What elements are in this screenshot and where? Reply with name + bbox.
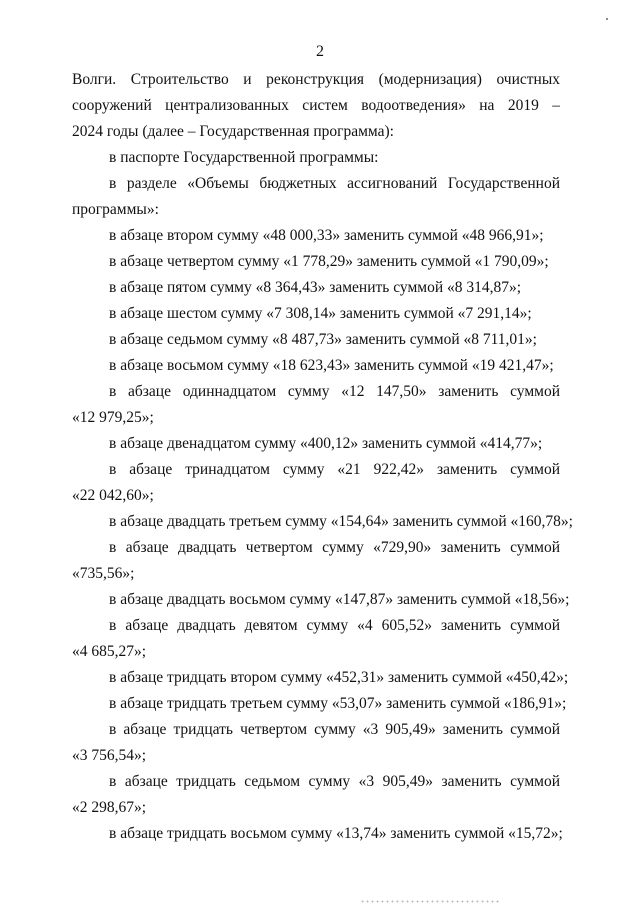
- page-number: 2: [316, 43, 324, 60]
- scan-speck: [606, 18, 608, 20]
- text-line: в абзаце седьмом сумму «8 487,73» заменить суммой «8 711,01»;: [109, 331, 537, 348]
- text-line: в паспорте Государственной программы:: [109, 149, 379, 166]
- text-line: «22 042,60»;: [72, 487, 154, 504]
- text-line: в абзаце шестом сумму «7 308,14» заменить суммой «7 291,14»;: [109, 305, 532, 322]
- text-line: в абзаце тридцать восьмом сумму «13,74» заменить суммой «15,72»;: [109, 825, 563, 842]
- text-line: в абзаце тридцать четвертом сумму «3 905,49» заменить суммой: [109, 721, 560, 738]
- text-line: «12 979,25»;: [72, 409, 154, 426]
- text-line: в абзаце одиннадцатом сумму «12 147,50» заменить суммой: [109, 383, 560, 400]
- text-line: в абзаце четвертом сумму «1 778,29» заменить суммой «1 790,09»;: [109, 253, 549, 270]
- text-line: в абзаце пятом сумму «8 364,43» заменить суммой «8 314,87»;: [109, 279, 522, 296]
- text-line: в абзаце восьмом сумму «18 623,43» заменить суммой «19 421,47»;: [109, 357, 554, 374]
- text-line: в абзаце тридцать седьмом сумму «3 905,49» заменить суммой: [109, 773, 560, 790]
- scan-artifact: [360, 900, 500, 903]
- text-line: Волги. Строительство и реконструкция (модернизация) очистных: [72, 71, 560, 88]
- text-line: «2 298,67»;: [72, 799, 147, 816]
- text-line: в абзаце двадцать девятом сумму «4 605,52» заменить суммой: [109, 617, 560, 634]
- text-line: в абзаце тридцать третьем сумму «53,07» заменить суммой «186,91»;: [109, 695, 567, 712]
- text-line: 2024 годы (далее – Государственная программа):: [72, 123, 394, 140]
- text-line: в абзаце двадцать четвертом сумму «729,90» заменить суммой: [109, 539, 560, 556]
- text-line: «4 685,27»;: [72, 643, 147, 660]
- text-line: в абзаце двадцать восьмом сумму «147,87» заменить суммой «18,56»;: [109, 591, 570, 608]
- text-line: в разделе «Объемы бюджетных ассигнований Государственной: [109, 175, 560, 192]
- text-line: в абзаце двенадцатом сумму «400,12» заменить суммой «414,77»;: [109, 435, 543, 452]
- text-line: в абзаце двадцать третьем сумму «154,64» заменить суммой «160,78»;: [109, 513, 573, 530]
- text-line: в абзаце тридцать втором сумму «452,31» заменить суммой «450,42»;: [109, 669, 569, 686]
- text-line: «3 756,54»;: [72, 747, 147, 764]
- text-line: в абзаце втором сумму «48 000,33» заменить суммой «48 966,91»;: [109, 227, 544, 244]
- text-line: в абзаце тринадцатом сумму «21 922,42» заменить суммой: [109, 461, 560, 478]
- text-line: программы»:: [72, 201, 159, 218]
- text-line: «735,56»;: [72, 565, 135, 582]
- document-body: [72, 70, 573, 850]
- text-line: сооружений централизованных систем водоотведения» на 2019 –: [72, 97, 560, 114]
